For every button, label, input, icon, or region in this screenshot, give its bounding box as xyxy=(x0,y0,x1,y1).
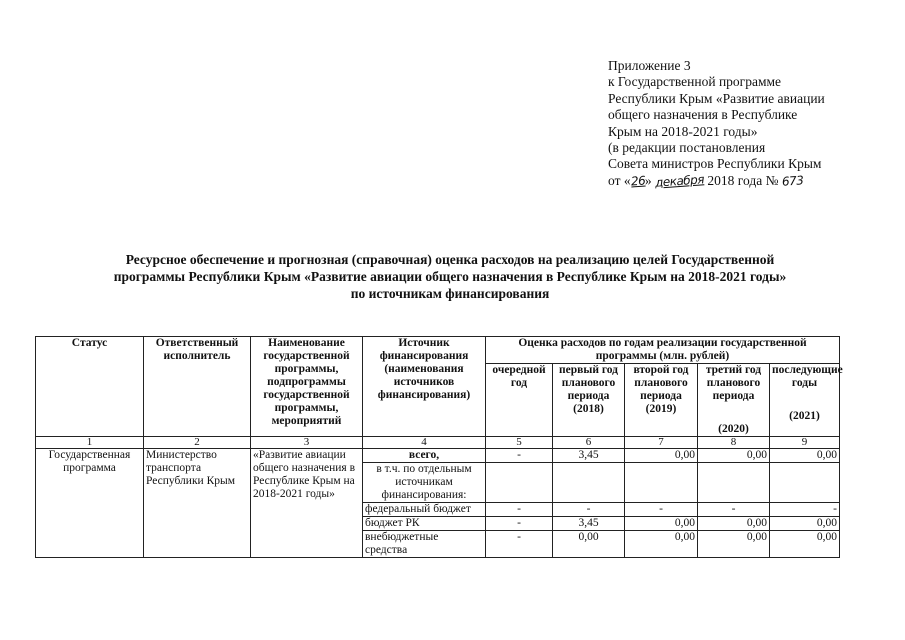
appendix-line: общего назначения в Республике xyxy=(608,107,798,123)
date-suffix: 2018 года № xyxy=(704,172,782,188)
document-title xyxy=(60,251,840,302)
cell-value xyxy=(553,463,625,503)
header-year-first xyxy=(553,364,625,437)
date-prefix: от « xyxy=(608,172,631,188)
header-year-third-text: третий год планового периода xyxy=(705,364,762,402)
header-year-second-year: (2019) xyxy=(645,403,677,415)
cell-value: 3,45 xyxy=(553,449,625,463)
column-number: 5 xyxy=(486,437,553,449)
appendix-header xyxy=(608,58,898,189)
column-number: 9 xyxy=(770,437,840,449)
header-estimate: Оценка расходов по годам реализации государственной программы (млн. рублей) xyxy=(486,337,840,364)
date-mid: » xyxy=(644,172,656,188)
header-year-first-text: первый год планового периода xyxy=(559,364,618,402)
cell-value: - xyxy=(553,503,625,517)
cell-value: - xyxy=(698,503,770,517)
header-year-current: очередной год xyxy=(486,364,553,437)
title-line-2: программы Республики Крым «Развитие авиации общего назначения в Республике Крым на 2018-2021 годы» xyxy=(113,269,787,284)
appendix-line: Республики Крым «Развитие авиации xyxy=(608,90,825,106)
appendix-line: Совета министров Республики Крым xyxy=(608,156,822,172)
appendix-line: к Государственной программе xyxy=(608,74,782,90)
cell-source: в т.ч. по отдельным источникам финансирования: xyxy=(363,463,486,503)
cell-value: 0,00 xyxy=(625,517,698,531)
column-number: 3 xyxy=(251,437,363,449)
cell-value xyxy=(625,463,698,503)
column-number-row xyxy=(36,437,840,449)
cell-value: 0,00 xyxy=(698,531,770,558)
header-year-second-text: второй год планового периода xyxy=(633,364,689,402)
cell-value: 0,00 xyxy=(625,449,698,463)
header-year-next-text: последующие годы xyxy=(772,364,843,389)
appendix-line: Приложение 3 xyxy=(608,58,691,73)
title-line-1: Ресурсное обеспечение и прогнозная (справочная) оценка расходов на реализацию целей Государственной xyxy=(125,252,775,267)
cell-value: 0,00 xyxy=(770,531,840,558)
column-number: 6 xyxy=(553,437,625,449)
header-name: Наименование государственной программы, подпрограммы государственной программы, мероприятий xyxy=(251,337,363,437)
header-status: Статус xyxy=(36,337,144,437)
title-line-3: по источникам финансирования xyxy=(350,286,550,301)
cell-value: 0,00 xyxy=(698,517,770,531)
cell-source: бюджет РК xyxy=(363,517,486,531)
header-year-next-year: (2021) xyxy=(789,410,820,422)
cell-value: - xyxy=(770,503,840,517)
cell-value xyxy=(770,463,840,503)
header-year-first-year: (2018) xyxy=(573,403,604,415)
cell-source: всего, xyxy=(363,449,486,463)
header-year-next xyxy=(770,364,843,437)
budget-table xyxy=(35,336,843,558)
cell-source: федеральный бюджет xyxy=(363,503,486,517)
cell-value: 0,00 xyxy=(770,449,840,463)
cell-value: - xyxy=(486,503,553,517)
header-executor: Ответственный исполнитель xyxy=(144,337,251,437)
header-year-third-year: (2020) xyxy=(718,423,749,435)
appendix-date-line xyxy=(608,173,898,189)
column-number: 1 xyxy=(36,437,144,449)
header-source: Источник финансирования (наименования источников финансирования) xyxy=(363,337,486,437)
cell-value: 0,00 xyxy=(698,449,770,463)
cell-source: внебюджетные средства xyxy=(363,531,486,558)
header-year-second xyxy=(625,364,698,437)
column-number: 4 xyxy=(363,437,486,449)
handwritten-doc-number: 673 xyxy=(781,173,804,189)
cell-executor: Министерство транспорта Республики Крым xyxy=(144,449,251,558)
column-number: 2 xyxy=(144,437,251,449)
cell-status: Государственная программа xyxy=(36,449,144,558)
cell-value: 0,00 xyxy=(553,531,625,558)
cell-value: 3,45 xyxy=(553,517,625,531)
appendix-line: (в редакции постановления xyxy=(608,140,766,156)
appendix-line: Крым на 2018-2021 годы» xyxy=(608,123,758,139)
table-row-total xyxy=(36,449,840,463)
cell-value: - xyxy=(625,503,698,517)
cell-value: 0,00 xyxy=(625,531,698,558)
cell-value: 0,00 xyxy=(770,517,840,531)
cell-value: - xyxy=(486,449,553,463)
column-number: 7 xyxy=(625,437,698,449)
cell-value xyxy=(698,463,770,503)
column-number: 8 xyxy=(698,437,770,449)
cell-value xyxy=(486,463,553,503)
cell-value: - xyxy=(486,531,553,558)
header-year-third xyxy=(698,364,770,437)
cell-program-name: «Развитие авиации общего назначения в Республике Крым на 2018-2021 годы» xyxy=(251,449,363,558)
handwritten-month: декабря xyxy=(654,172,705,190)
header-row-1 xyxy=(36,337,840,364)
handwritten-day: 26 xyxy=(630,173,646,189)
cell-value: - xyxy=(486,517,553,531)
